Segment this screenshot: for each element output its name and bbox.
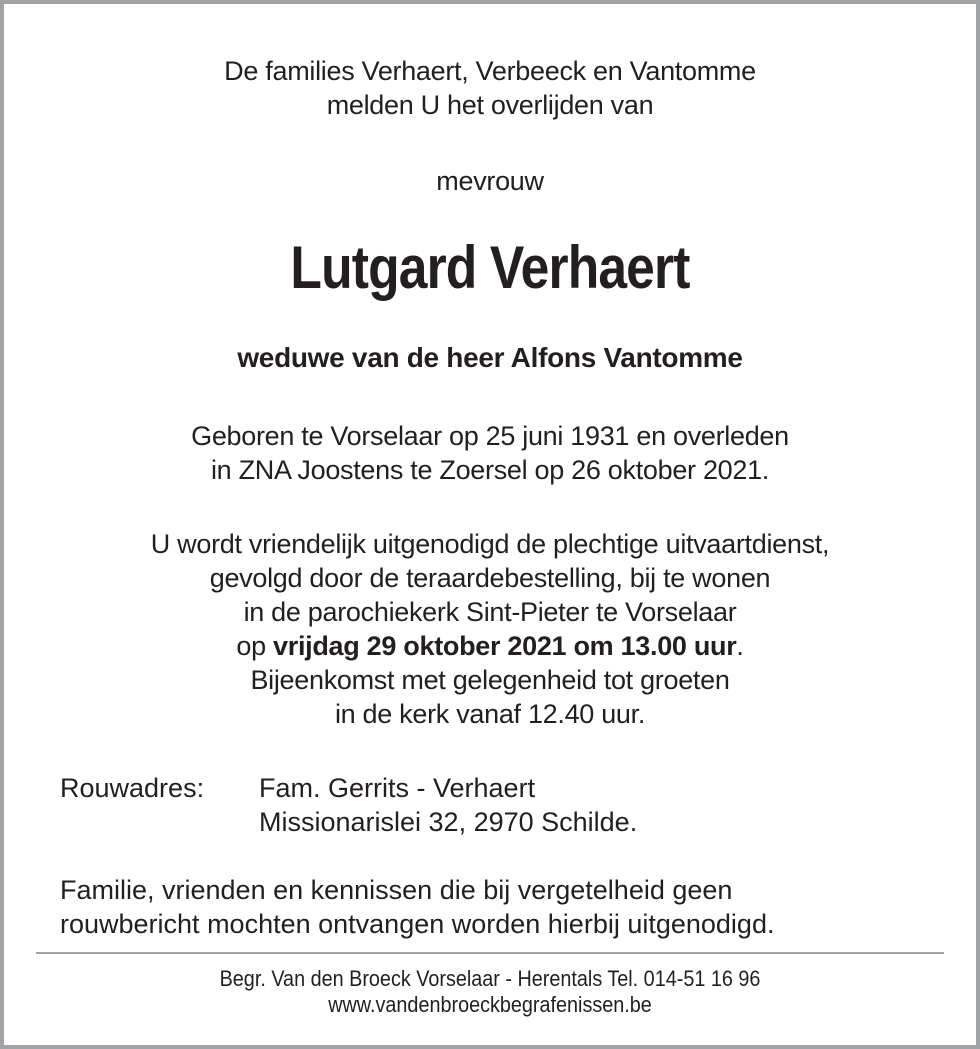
funeral-home-website[interactable]: www.vandenbroeckbegrafenissen.be	[328, 992, 652, 1017]
address-value	[259, 771, 637, 839]
invitation-line-3: in de parochiekerk Sint-Pieter te Vorselaar	[243, 597, 737, 627]
address-label: Rouwadres:	[60, 773, 205, 803]
gathering-line-2: in de kerk vanaf 12.40 uur.	[334, 699, 646, 729]
birth-line: Geboren te Vorselaar op 25 juni 1931 en overleden	[191, 421, 789, 451]
death-line: in ZNA Joostens te Zoersel op 26 oktober 2021.	[210, 455, 770, 485]
intro-line-2: melden U het overlijden van	[326, 90, 654, 120]
invitation-line-2: gevolgd door de teraardebestelling, bij te wonen	[209, 563, 771, 593]
widow-of: weduwe van de heer Alfons Vantomme	[237, 342, 743, 373]
family-note-line-1: Familie, vrienden en kennissen die bij vergetelheid geen	[60, 875, 733, 905]
address-line-1: Fam. Gerrits - Verhaert	[259, 773, 536, 803]
intro-line-1: De families Verhaert, Verbeeck en Vantomme	[224, 56, 756, 86]
salutation: mevrouw	[436, 166, 544, 196]
birth-death-text	[0, 419, 980, 487]
family-note-line-2: rouwbericht mochten ontvangen worden hierbij uitgenodigd.	[60, 909, 775, 939]
gathering-line-1: Bijeenkomst met gelegenheid tot groeten	[250, 665, 730, 695]
funeral-invitation	[0, 527, 980, 731]
date-prefix: op	[236, 631, 274, 661]
intro-text	[0, 54, 980, 122]
date-suffix: .	[736, 631, 744, 661]
invitation-line-1: U wordt vriendelijk uitgenodigd de plechtige uitvaartdienst,	[150, 529, 830, 559]
footer-divider	[36, 952, 944, 954]
address-line-2: Missionarislei 32, 2970 Schilde.	[259, 807, 638, 837]
family-note	[60, 873, 774, 941]
funeral-date-line	[0, 629, 980, 663]
funeral-home-footer	[49, 966, 931, 1018]
funeral-date: vrijdag 29 oktober 2021 om 13.00 uur	[273, 631, 737, 661]
deceased-name: Lutgard Verhaert	[290, 234, 690, 301]
funeral-home-contact: Begr. Van den Broeck Vorselaar - Herentals Tel. 014-51 16 96	[219, 966, 761, 991]
